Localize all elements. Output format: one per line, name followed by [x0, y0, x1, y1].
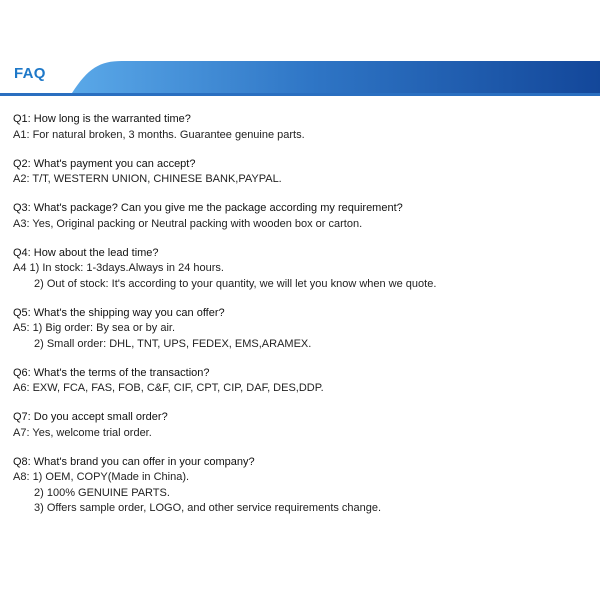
- answer-text: A1: For natural broken, 3 months. Guarantee genuine parts.: [13, 128, 305, 141]
- faq-item-q1: [13, 112, 588, 143]
- faq-item-q8: [13, 455, 588, 517]
- question-text: Q7: Do you accept small order?: [13, 411, 168, 423]
- question-text: Q3: What's package? Can you give me the package according my requirement?: [13, 202, 403, 214]
- answer-continuation: 3) Offers sample order, LOGO, and other service requirements change.: [34, 502, 382, 514]
- answer-text: A3: Yes, Original packing or Neutral packing with wooden box or carton.: [13, 217, 363, 230]
- header-swoosh-graphic: [0, 60, 600, 96]
- answer-continuation: 2) 100% GENUINE PARTS.: [34, 486, 170, 499]
- faq-list: [13, 112, 588, 517]
- answer-continuation: 2) Small order: DHL, TNT, UPS, FEDEX, EMS,ARAMEX.: [34, 337, 312, 350]
- answer-continuation: 2) Out of stock: It's according to your quantity, we will let you know when we quote.: [34, 277, 437, 290]
- answer-text: A6: EXW, FCA, FAS, FOB, C&F, CIF, CPT, CIP, DAF, DES,DDP.: [13, 382, 324, 394]
- question-text: Q4: How about the lead time?: [13, 246, 159, 259]
- question-text: Q2: What's payment you can accept?: [13, 157, 196, 170]
- answer-text: A5: 1) Big order: By sea or by air.: [13, 322, 176, 334]
- faq-header-banner: [0, 60, 600, 96]
- answer-text: A7: Yes, welcome trial order.: [13, 426, 152, 439]
- answer-text: A2: T/T, WESTERN UNION, CHINESE BANK,PAYPAL.: [13, 173, 282, 185]
- question-text: Q6: What's the terms of the transaction?: [13, 366, 210, 379]
- faq-item-q7: [13, 410, 588, 441]
- faq-item-q3: [13, 201, 588, 232]
- faq-item-q5: [13, 306, 588, 353]
- faq-item-q6: [13, 366, 588, 397]
- answer-text: A4 1) In stock: 1-3days.Always in 24 hours.: [13, 262, 224, 274]
- faq-item-q4: [13, 246, 588, 293]
- answer-text: A8: 1) OEM, COPY(Made in China).: [13, 471, 190, 483]
- faq-title: FAQ: [14, 65, 46, 82]
- question-text: Q8: What's brand you can offer in your company?: [13, 455, 255, 468]
- question-text: Q1: How long is the warranted time?: [13, 113, 191, 125]
- question-text: Q5: What's the shipping way you can offer?: [13, 306, 225, 319]
- faq-item-q2: [13, 157, 588, 188]
